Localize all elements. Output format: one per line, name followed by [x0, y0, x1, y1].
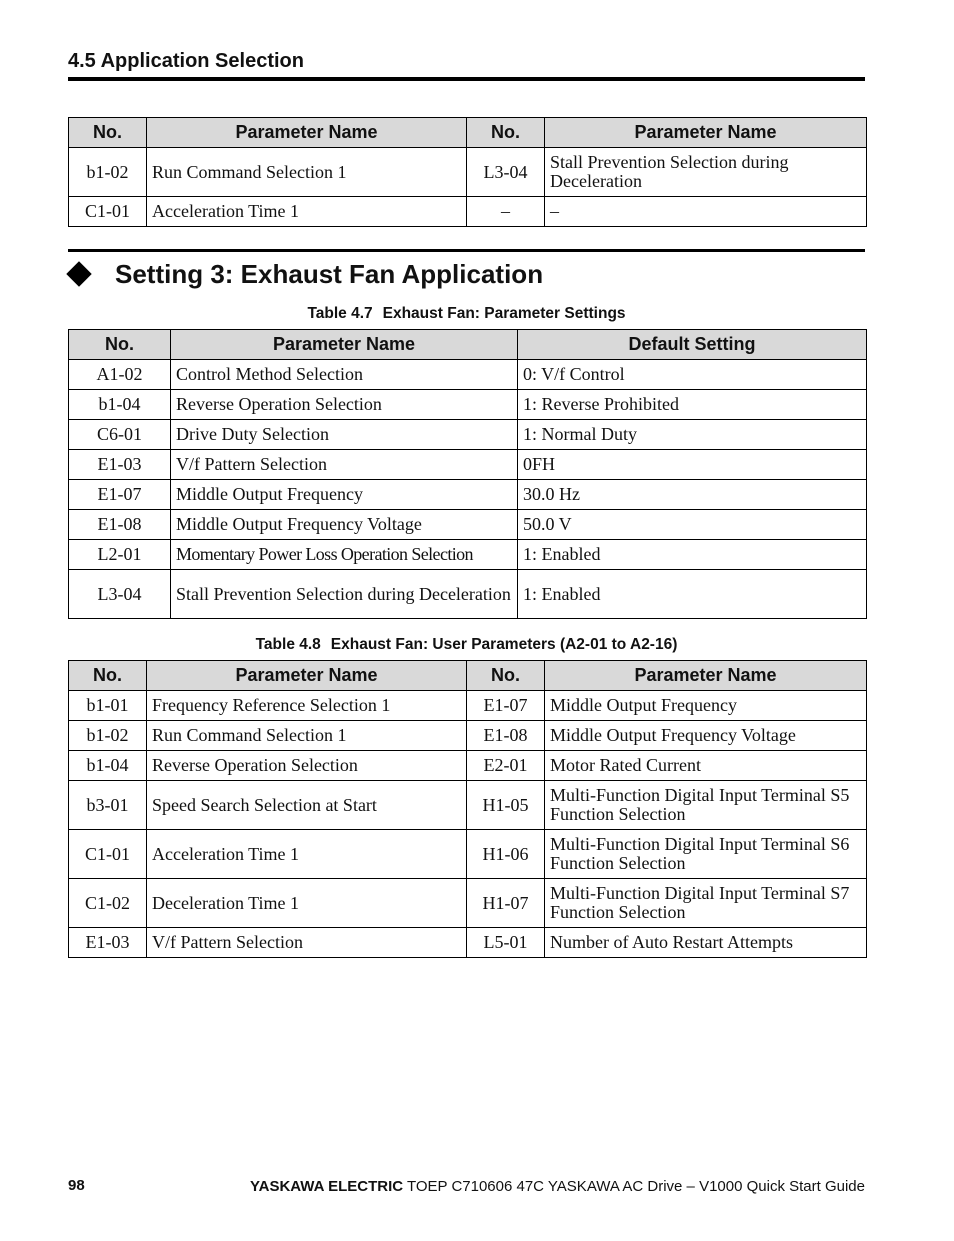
param-name: Frequency Reference Selection 1 [147, 691, 467, 721]
column-header: No. [69, 118, 147, 148]
param-name: Number of Auto Restart Attempts [545, 928, 867, 958]
table-row [69, 510, 867, 540]
table-row [69, 540, 867, 570]
param-name: V/f Pattern Selection [147, 928, 467, 958]
column-header: Parameter Name [147, 661, 467, 691]
param-name: Acceleration Time 1 [147, 830, 467, 879]
param-number: H1-07 [467, 879, 545, 928]
param-number: H1-06 [467, 830, 545, 879]
param-name: Motor Rated Current [545, 751, 867, 781]
table-caption-4-8 [68, 636, 865, 654]
param-name: Deceleration Time 1 [147, 879, 467, 928]
param-number: b1-04 [69, 390, 171, 420]
table-row [69, 830, 867, 879]
param-number: E1-07 [69, 480, 171, 510]
param-number: C1-01 [69, 830, 147, 879]
caption-number: Table 4.7 [307, 305, 373, 322]
param-name: Run Command Selection 1 [147, 148, 467, 197]
table-row [69, 390, 867, 420]
param-name: Speed Search Selection at Start [147, 781, 467, 830]
param-name: V/f Pattern Selection [171, 450, 518, 480]
table-row [69, 691, 867, 721]
param-name: Multi-Function Digital Input Terminal S6 Function Selection [545, 830, 867, 879]
param-number: – [467, 197, 545, 227]
param-name: Acceleration Time 1 [147, 197, 467, 227]
default-setting: 1: Enabled [518, 540, 867, 570]
param-name: Middle Output Frequency [545, 691, 867, 721]
param-number: E1-03 [69, 450, 171, 480]
top-parameter-table [68, 117, 867, 227]
setting-rule [68, 249, 865, 252]
param-number: E1-08 [69, 510, 171, 540]
footer-brand: YASKAWA ELECTRIC [250, 1178, 404, 1195]
column-header: No. [467, 118, 545, 148]
param-number: b1-02 [69, 721, 147, 751]
param-number: C6-01 [69, 420, 171, 450]
param-number: b1-02 [69, 148, 147, 197]
param-number: b3-01 [69, 781, 147, 830]
param-number: E1-03 [69, 928, 147, 958]
page-number: 98 [68, 1177, 85, 1194]
caption-number: Table 4.8 [255, 636, 321, 653]
param-name: Multi-Function Digital Input Terminal S7 Function Selection [545, 879, 867, 928]
param-name: Stall Prevention Selection during Deceleration [171, 570, 518, 619]
default-setting: 0: V/f Control [518, 360, 867, 390]
table-row [69, 450, 867, 480]
param-number: b1-01 [69, 691, 147, 721]
column-header: No. [467, 661, 545, 691]
column-header: Parameter Name [545, 118, 867, 148]
user-parameters-table [68, 660, 867, 958]
param-name: Run Command Selection 1 [147, 721, 467, 751]
table-caption-4-7 [68, 305, 865, 323]
table-row [69, 420, 867, 450]
footer-doc-info [250, 1178, 865, 1195]
default-setting: 1: Normal Duty [518, 420, 867, 450]
param-number: b1-04 [69, 751, 147, 781]
table-row [69, 781, 867, 830]
setting-title: Setting 3: Exhaust Fan Application [115, 258, 544, 289]
section-rule [68, 77, 865, 81]
caption-text: Exhaust Fan: Parameter Settings [382, 305, 626, 322]
table-row [69, 928, 867, 958]
param-number: L5-01 [467, 928, 545, 958]
param-name: Middle Output Frequency Voltage [545, 721, 867, 751]
param-name: Momentary Power Loss Operation Selection [171, 540, 518, 570]
param-name: Drive Duty Selection [171, 420, 518, 450]
table-row [69, 148, 867, 197]
param-number: E1-07 [467, 691, 545, 721]
default-setting: 1: Reverse Prohibited [518, 390, 867, 420]
param-number: L3-04 [69, 570, 171, 619]
param-number: C1-02 [69, 879, 147, 928]
caption-text: Exhaust Fan: User Parameters (A2-01 to A2-16) [330, 636, 678, 653]
table-row [69, 360, 867, 390]
param-name: – [545, 197, 867, 227]
table-row [69, 751, 867, 781]
column-header: Parameter Name [545, 661, 867, 691]
default-setting: 1: Enabled [518, 570, 867, 619]
param-name: Control Method Selection [171, 360, 518, 390]
param-name: Middle Output Frequency [171, 480, 518, 510]
table-row [69, 197, 867, 227]
param-number: L2-01 [69, 540, 171, 570]
table-row [69, 570, 867, 619]
diamond-bullet-icon [66, 261, 91, 286]
parameter-settings-table [68, 329, 867, 619]
column-header: Parameter Name [171, 330, 518, 360]
setting-heading [66, 256, 866, 292]
param-name: Reverse Operation Selection [147, 751, 467, 781]
column-header: Parameter Name [147, 118, 467, 148]
param-number: C1-01 [69, 197, 147, 227]
param-number: L3-04 [467, 148, 545, 197]
table-row [69, 721, 867, 751]
footer-doc-title: TOEP C710606 47C YASKAWA AC Drive – V1000 Quick Start Guide [403, 1178, 865, 1195]
default-setting: 30.0 Hz [518, 480, 867, 510]
param-number: A1-02 [69, 360, 171, 390]
param-number: E2-01 [467, 751, 545, 781]
param-name: Stall Prevention Selection during Deceleration [545, 148, 867, 197]
column-header: Default Setting [518, 330, 867, 360]
param-name: Middle Output Frequency Voltage [171, 510, 518, 540]
param-number: H1-05 [467, 781, 545, 830]
column-header: No. [69, 661, 147, 691]
param-name: Multi-Function Digital Input Terminal S5 Function Selection [545, 781, 867, 830]
section-title: 4.5 Application Selection [68, 50, 304, 72]
table-row [69, 879, 867, 928]
param-number: E1-08 [467, 721, 545, 751]
column-header: No. [69, 330, 171, 360]
table-row [69, 480, 867, 510]
default-setting: 50.0 V [518, 510, 867, 540]
default-setting: 0FH [518, 450, 867, 480]
param-name: Reverse Operation Selection [171, 390, 518, 420]
